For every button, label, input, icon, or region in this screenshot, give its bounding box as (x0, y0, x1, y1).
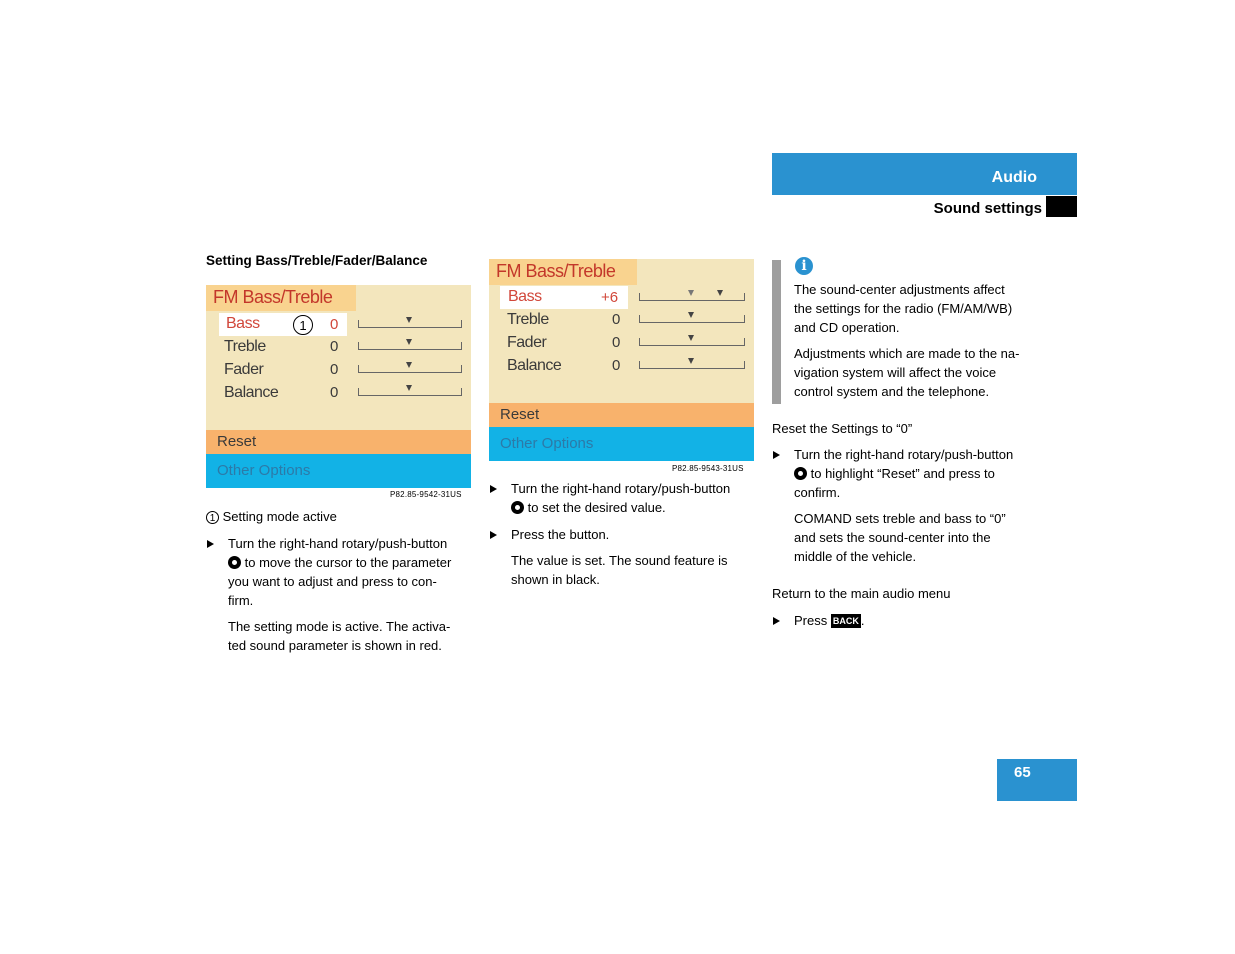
slider-marker-neutral (688, 290, 694, 296)
step-text: firm. (228, 593, 254, 608)
info-text: Adjustments which are made to the na- (794, 346, 1020, 361)
step-result (511, 551, 728, 589)
bullet-arrow-icon (207, 540, 214, 548)
slider-marker (688, 358, 694, 364)
slider-marker (717, 290, 723, 296)
other-options-menu-item: Other Options (206, 454, 471, 488)
row-value-bass: 0 (330, 316, 339, 333)
bullet-arrow-icon (773, 617, 780, 625)
step-text: confirm. (794, 485, 841, 500)
legend-text: Setting mode active (222, 509, 337, 524)
step-text: Turn the right-hand rotary/push-button (228, 536, 448, 551)
legend-item (206, 507, 337, 526)
bullet-arrow-icon (490, 531, 497, 539)
slider-marker (688, 312, 694, 318)
section-title: Audio (991, 169, 1037, 186)
result-text: COMAND sets treble and bass to “0” (794, 511, 1006, 526)
row-label-treble: Treble (507, 311, 549, 328)
row-value-bass: +6 (601, 289, 619, 306)
instruction-step (489, 525, 759, 544)
slider-bass (358, 320, 462, 328)
step-text: to highlight “Reset” and press to (810, 466, 995, 481)
info-text: the settings for the radio (FM/AM/WB) (794, 301, 1013, 316)
result-text: The setting mode is active. The activa- (228, 619, 451, 634)
rotary-push-button-icon (228, 556, 241, 569)
screen-setting-mode (206, 285, 471, 488)
screen-title: FM Bass/Treble (489, 259, 637, 285)
info-box-bar (772, 260, 781, 404)
section-header-bar (772, 153, 1077, 195)
result-text: The value is set. The sound feature is (511, 553, 728, 568)
slider-treble (639, 315, 745, 323)
bullet-arrow-icon (490, 485, 497, 493)
result-text: and sets the sound-center into the (794, 530, 991, 545)
row-value-fader: 0 (330, 361, 339, 378)
result-text: shown in black. (511, 572, 600, 587)
instruction-step (489, 479, 759, 517)
return-subheading: Return to the main audio menu (772, 586, 951, 601)
instruction-step (772, 611, 1047, 630)
info-text: The sound-center adjustments affect (794, 282, 1005, 297)
step-text: you want to adjust and press to con- (228, 574, 437, 589)
legend-number: 1 (206, 511, 219, 524)
step-result (228, 617, 450, 655)
slider-fader (639, 338, 745, 346)
row-label-balance: Balance (507, 357, 562, 374)
other-options-menu-item: Other Options (489, 427, 754, 461)
step-text: Turn the right-hand rotary/push-button (794, 447, 1014, 462)
slider-fader (358, 365, 462, 373)
page-number-box (997, 759, 1077, 801)
slider-marker (406, 317, 412, 323)
page-number: 65 (1014, 764, 1031, 781)
reset-subheading: Reset the Settings to “0” (772, 421, 913, 436)
row-value-treble: 0 (330, 338, 339, 355)
result-text: ted sound parameter is shown in red. (228, 638, 442, 653)
slider-marker (406, 385, 412, 391)
instruction-step (772, 445, 1047, 502)
step-result (794, 509, 1006, 566)
info-text: control system and the telephone. (794, 384, 990, 399)
step-text: Press (794, 613, 828, 628)
figure-caption: P82.85-9543-31US (672, 464, 744, 473)
rotary-push-button-icon (511, 501, 524, 514)
screen-title: FM Bass/Treble (206, 285, 356, 311)
back-key-icon: BACK (832, 616, 859, 626)
row-value-balance: 0 (330, 384, 339, 401)
column1-heading: Setting Bass/Treble/Fader/Balance (206, 253, 428, 268)
info-paragraph (794, 280, 1012, 337)
result-text: middle of the vehicle. (794, 549, 917, 564)
screen-value-set (489, 259, 754, 461)
step-text: Turn the right-hand rotary/push-button (511, 481, 731, 496)
slider-bass (639, 293, 745, 301)
slider-balance (358, 388, 462, 396)
row-label-treble: Treble (224, 338, 266, 355)
reset-menu-item: Reset (489, 403, 754, 427)
info-text: and CD operation. (794, 320, 900, 335)
callout-marker-1: 1 (293, 315, 313, 335)
row-value-balance: 0 (612, 357, 621, 374)
slider-marker (688, 335, 694, 341)
slider-balance (639, 361, 745, 369)
row-label-balance: Balance (224, 384, 279, 401)
step-text: Press the button. (511, 527, 610, 542)
rotary-push-button-icon (794, 467, 807, 480)
info-paragraph (794, 344, 1019, 401)
step-text: to move the cursor to the parameter (244, 555, 452, 570)
row-label-fader: Fader (507, 334, 547, 351)
info-text: vigation system will affect the voice (794, 365, 997, 380)
row-value-treble: 0 (612, 311, 621, 328)
instruction-step (206, 534, 476, 610)
subsection-marker (1046, 196, 1077, 217)
slider-marker (406, 339, 412, 345)
subsection-title: Sound settings (933, 200, 1042, 217)
step-text: . (860, 613, 865, 628)
figure-caption: P82.85-9542-31US (390, 490, 462, 499)
slider-marker (406, 362, 412, 368)
slider-treble (358, 342, 462, 350)
info-icon: i (795, 257, 813, 275)
row-label-bass: Bass (508, 288, 542, 305)
row-label-fader: Fader (224, 361, 264, 378)
row-label-bass: Bass (226, 315, 260, 332)
reset-menu-item: Reset (206, 430, 471, 454)
step-text: to set the desired value. (527, 500, 666, 515)
bullet-arrow-icon (773, 451, 780, 459)
row-value-fader: 0 (612, 334, 621, 351)
